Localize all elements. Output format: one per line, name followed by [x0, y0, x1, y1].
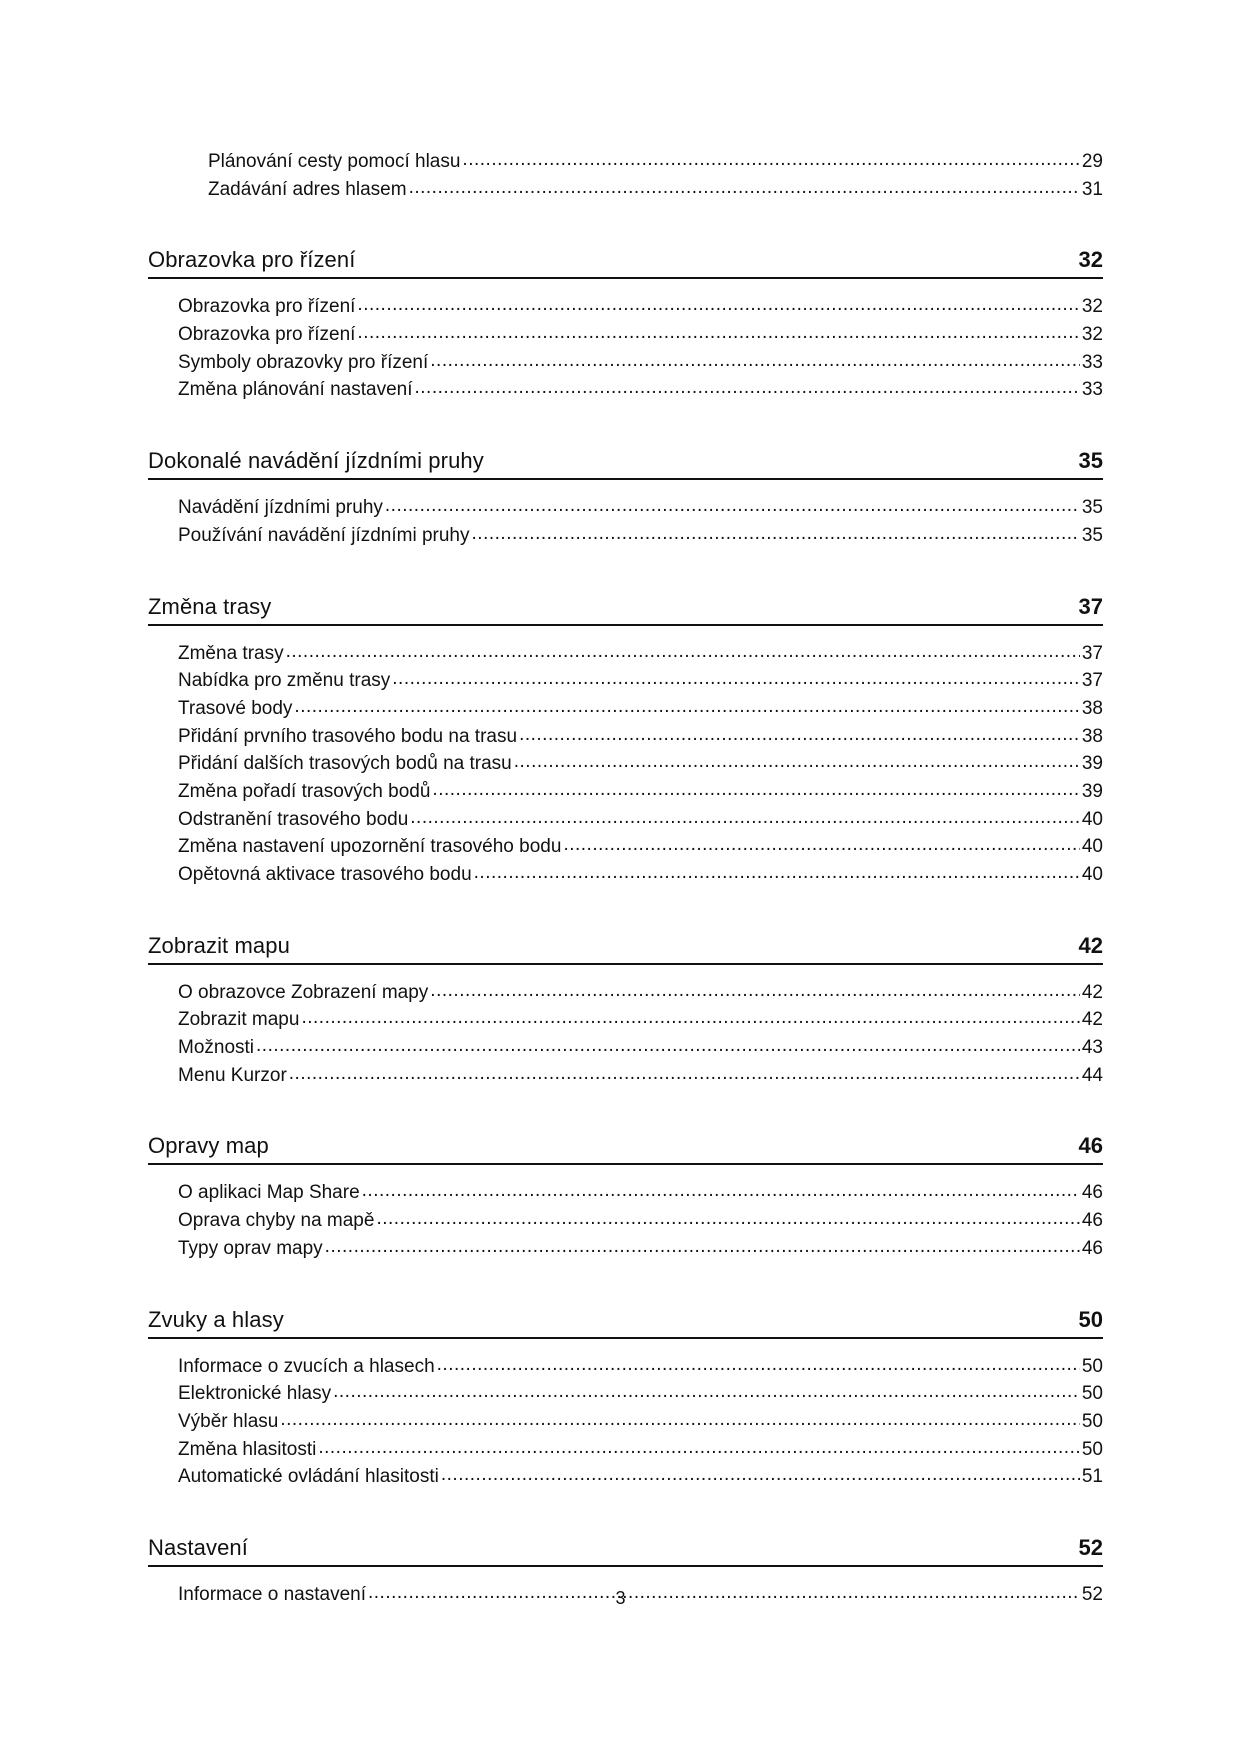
dot-leader — [410, 804, 1080, 832]
toc-entry-title: Zobrazit mapu — [178, 1009, 300, 1031]
section-page: 50 — [1078, 1306, 1103, 1332]
toc-entry[interactable] — [148, 833, 1103, 861]
toc-entry[interactable] — [148, 1207, 1103, 1235]
dot-leader — [289, 1060, 1080, 1088]
toc-entry[interactable] — [148, 349, 1103, 377]
toc-entry-page: 52 — [1081, 1583, 1103, 1605]
toc-entry-title: Informace o nastavení — [178, 1583, 366, 1605]
toc-section — [148, 925, 1103, 1090]
toc-entry[interactable] — [148, 640, 1103, 668]
toc-entry-title: Nabídka pro změnu trasy — [178, 670, 391, 692]
dot-leader — [376, 1205, 1079, 1233]
toc-entry[interactable] — [148, 979, 1103, 1007]
toc-entry[interactable] — [148, 293, 1103, 321]
toc-entry[interactable] — [148, 1436, 1103, 1464]
toc-entry[interactable] — [148, 1353, 1103, 1381]
section-title: Opravy map — [148, 1133, 269, 1159]
toc-entry-title: Změna nastavení upozornění trasového bodu — [178, 836, 562, 858]
toc-entry[interactable] — [148, 861, 1103, 889]
dot-leader — [432, 776, 1079, 804]
section-title: Nastavení — [148, 1534, 248, 1560]
dot-leader — [430, 977, 1080, 1005]
section-heading[interactable] — [148, 586, 1103, 626]
toc-entry-page: 50 — [1081, 1410, 1103, 1432]
section-page: 46 — [1078, 1133, 1103, 1159]
toc-entry[interactable] — [148, 176, 1103, 204]
toc-entry[interactable] — [148, 1179, 1103, 1207]
dot-leader — [409, 174, 1080, 202]
toc-entry-page: 46 — [1081, 1210, 1103, 1232]
dot-leader — [333, 1378, 1080, 1406]
dot-leader — [462, 146, 1079, 174]
toc-entry[interactable] — [148, 376, 1103, 404]
section-page: 37 — [1078, 593, 1103, 619]
toc-entry-page: 46 — [1081, 1182, 1103, 1204]
toc-entry[interactable] — [148, 321, 1103, 349]
dot-leader — [357, 319, 1079, 347]
lead-entries — [148, 148, 1103, 203]
toc-entry-title: Automatické ovládání hlasitosti — [178, 1466, 439, 1488]
section-title: Dokonalé navádění jízdními pruhy — [148, 448, 484, 474]
dot-leader — [362, 1177, 1080, 1205]
toc-entry-title: O aplikaci Map Share — [178, 1182, 360, 1204]
toc-entry-page: 40 — [1081, 864, 1103, 885]
toc-entry-page: 40 — [1081, 836, 1103, 858]
toc-entry-title: Změna pořadí trasových bodů — [178, 780, 431, 802]
toc-entry-page: 35 — [1081, 524, 1103, 546]
toc-entry-page: 32 — [1081, 296, 1103, 318]
dot-leader — [415, 374, 1080, 402]
toc-entry[interactable] — [148, 522, 1103, 550]
toc-entry-page: 40 — [1081, 808, 1103, 830]
section-page: 52 — [1078, 1534, 1103, 1560]
toc-section — [148, 1125, 1103, 1262]
toc-entry-page: 33 — [1081, 379, 1103, 401]
toc-entry-title: Opětovná aktivace trasového bodu — [178, 864, 472, 885]
section-heading[interactable] — [148, 1299, 1103, 1339]
toc-entry[interactable] — [148, 806, 1103, 834]
section-heading[interactable] — [148, 1125, 1103, 1165]
toc-entry[interactable] — [148, 1034, 1103, 1062]
page-number: 3 — [615, 1588, 626, 1608]
toc-section — [148, 239, 1103, 404]
toc-entry-page: 42 — [1081, 981, 1103, 1003]
toc-entry-page: 50 — [1081, 1438, 1103, 1460]
toc-entry[interactable] — [148, 1380, 1103, 1408]
toc-entry-page: 50 — [1081, 1355, 1103, 1377]
toc-entry-page: 38 — [1081, 725, 1103, 747]
table-of-contents — [148, 148, 1103, 1609]
toc-section — [148, 1299, 1103, 1491]
dot-leader — [563, 831, 1079, 859]
section-heading[interactable] — [148, 239, 1103, 279]
section-title: Zobrazit mapu — [148, 932, 290, 958]
toc-entry-page: 43 — [1081, 1037, 1103, 1059]
toc-entry-title: Změna plánování nastavení — [178, 379, 413, 401]
toc-entry[interactable] — [148, 494, 1103, 522]
toc-entry-page: 50 — [1081, 1383, 1103, 1405]
dot-leader — [280, 1406, 1080, 1434]
toc-entry-page: 51 — [1081, 1466, 1103, 1488]
toc-entry-title: Změna hlasitosti — [178, 1438, 317, 1460]
dot-leader — [325, 1233, 1080, 1261]
toc-entry[interactable] — [148, 1006, 1103, 1034]
dot-leader — [474, 859, 1080, 887]
toc-entry-title: Plánování cesty pomocí hlasu — [208, 151, 461, 172]
toc-entry-title: Přidání prvního trasového bodu na trasu — [178, 725, 518, 747]
section-heading[interactable] — [148, 1527, 1103, 1567]
toc-entry-title: Používání navádění jízdními pruhy — [178, 524, 470, 546]
toc-entry-title: Obrazovka pro řízení — [178, 296, 356, 318]
toc-entry-page: 42 — [1081, 1009, 1103, 1031]
dot-leader — [286, 638, 1080, 666]
toc-entry-page: 37 — [1081, 670, 1103, 692]
toc-entry-title: Zadávání adres hlasem — [208, 178, 407, 200]
dot-leader — [385, 492, 1080, 520]
toc-entry-page: 31 — [1081, 178, 1103, 200]
toc-entry-title: Trasové body — [178, 697, 293, 719]
dot-leader — [472, 520, 1080, 548]
toc-entry-title: Informace o zvucích a hlasech — [178, 1355, 435, 1377]
section-page: 42 — [1078, 932, 1103, 958]
toc-entry-title: Oprava chyby na mapě — [178, 1210, 375, 1232]
toc-section — [148, 440, 1103, 549]
dot-leader — [392, 665, 1080, 693]
section-heading[interactable] — [148, 925, 1103, 965]
section-title: Obrazovka pro řízení — [148, 247, 356, 273]
toc-entry[interactable] — [148, 1235, 1103, 1263]
toc-entry[interactable] — [148, 750, 1103, 778]
toc-entry-title: Odstranění trasového bodu — [178, 808, 409, 830]
toc-entry-page: 44 — [1081, 1064, 1103, 1086]
toc-entry-title: Možnosti — [178, 1037, 255, 1059]
toc-entry[interactable] — [148, 723, 1103, 751]
toc-entry-title: Výběr hlasu — [178, 1410, 279, 1432]
toc-section — [148, 586, 1103, 889]
toc-entry[interactable] — [148, 1062, 1103, 1090]
toc-entry-page: 29 — [1081, 151, 1103, 172]
dot-leader — [437, 1351, 1080, 1379]
dot-leader — [519, 721, 1080, 749]
dot-leader — [294, 693, 1079, 721]
toc-entry[interactable] — [148, 667, 1103, 695]
dot-leader — [318, 1434, 1080, 1462]
dot-leader — [301, 1004, 1079, 1032]
section-title: Zvuky a hlasy — [148, 1306, 284, 1332]
toc-entry-title: Symboly obrazovky pro řízení — [178, 351, 429, 373]
toc-entry-page: 37 — [1081, 642, 1103, 664]
dot-leader — [514, 748, 1080, 776]
toc-entry-page: 38 — [1081, 697, 1103, 719]
toc-entry-page: 33 — [1081, 351, 1103, 373]
toc-entry-title: Změna trasy — [178, 642, 284, 664]
section-page: 35 — [1078, 448, 1103, 474]
toc-entry-title: Přidání dalších trasových bodů na trasu — [178, 753, 512, 775]
toc-entry-page: 32 — [1081, 324, 1103, 346]
toc-entry-page: 39 — [1081, 780, 1103, 802]
toc-entry[interactable] — [148, 1408, 1103, 1436]
toc-entry-page: 46 — [1081, 1237, 1103, 1259]
dot-leader — [357, 291, 1079, 319]
toc-entry-title: O obrazovce Zobrazení mapy — [178, 981, 429, 1003]
toc-entry[interactable] — [148, 695, 1103, 723]
toc-entry-title: Obrazovka pro řízení — [178, 324, 356, 346]
toc-entry[interactable] — [148, 148, 1103, 176]
toc-entry-title: Typy oprav mapy — [178, 1237, 323, 1259]
toc-entry[interactable] — [148, 1463, 1103, 1491]
dot-leader — [430, 347, 1080, 375]
toc-entry-page: 35 — [1081, 497, 1103, 519]
section-heading[interactable] — [148, 440, 1103, 480]
section-page: 32 — [1078, 247, 1103, 273]
toc-entry-title: Elektronické hlasy — [178, 1383, 332, 1405]
dot-leader — [441, 1461, 1080, 1489]
toc-entry[interactable] — [148, 778, 1103, 806]
section-title: Změna trasy — [148, 593, 272, 619]
toc-entry-page: 39 — [1081, 753, 1103, 775]
toc-entry-title: Menu Kurzor — [178, 1064, 287, 1086]
toc-entry-title: Navádění jízdními pruhy — [178, 497, 383, 519]
dot-leader — [256, 1032, 1080, 1060]
